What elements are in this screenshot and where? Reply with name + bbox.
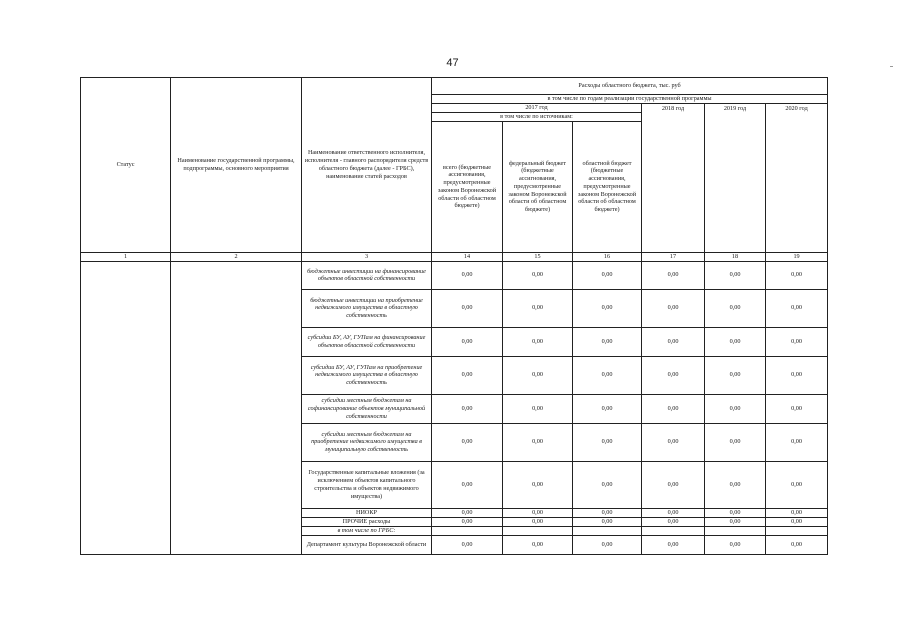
value-cell: 0,00: [432, 327, 503, 356]
value-cell: 0,00: [642, 356, 705, 394]
value-cell: 0,00: [642, 394, 705, 423]
value-cell: [705, 526, 766, 535]
value-cell: 0,00: [642, 261, 705, 289]
value-cell: 0,00: [766, 327, 828, 356]
value-cell: 0,00: [766, 517, 828, 526]
expense-item-label: субсидии местным бюджетам на софинансирование объектов муниципальной собственности: [302, 394, 432, 423]
value-cell: 0,00: [766, 535, 828, 554]
value-cell: 0,00: [503, 394, 573, 423]
value-cell: 0,00: [503, 423, 573, 461]
value-cell: 0,00: [432, 261, 503, 289]
value-cell: [766, 526, 828, 535]
value-cell: 0,00: [642, 289, 705, 327]
value-cell: 0,00: [573, 394, 642, 423]
value-cell: 0,00: [766, 423, 828, 461]
value-cell: 0,00: [432, 508, 503, 517]
value-cell: 0,00: [503, 461, 573, 508]
header-year-2019: 2019 год: [705, 103, 766, 252]
value-cell: 0,00: [573, 356, 642, 394]
value-cell: 0,00: [573, 423, 642, 461]
value-cell: 0,00: [573, 261, 642, 289]
header-source-regional: областной бюджет (бюджетные ассигнования, предусмотренные законом Воронежской области об областном бюджете): [573, 121, 642, 252]
value-cell: 0,00: [705, 508, 766, 517]
value-cell: [642, 526, 705, 535]
value-cell: 0,00: [766, 289, 828, 327]
expense-item-label: Государственные капитальные вложения (за исключением объектов капитального строительства и объектов недвижимого имущества): [302, 461, 432, 508]
value-cell: 0,00: [432, 289, 503, 327]
value-cell: 0,00: [503, 517, 573, 526]
value-cell: 0,00: [642, 535, 705, 554]
value-cell: 0,00: [766, 356, 828, 394]
expense-item-label: субсидии БУ, АУ, ГУПам на приобретение недвижимого имущества в областную собственность: [302, 356, 432, 394]
header-by-sources: в том числе по источникам:: [432, 112, 642, 121]
value-cell: 0,00: [705, 461, 766, 508]
value-cell: 0,00: [642, 423, 705, 461]
header-program: Наименование государственной программы, подпрограммы, основного мероприятия: [171, 78, 302, 253]
expense-item-label: Департамент культуры Воронежской области: [302, 535, 432, 554]
header-source-federal: федеральный бюджет (бюджетные ассигнования, предусмотренные законом Воронежской области об областном бюджете): [503, 121, 573, 252]
value-cell: 0,00: [705, 356, 766, 394]
program-cell: [171, 261, 302, 554]
header-year-2017: 2017 год: [432, 103, 642, 112]
header-year-2018: 2018 год: [642, 103, 705, 252]
column-number: 14: [432, 252, 503, 261]
column-number: 17: [642, 252, 705, 261]
value-cell: 0,00: [705, 423, 766, 461]
expense-item-label: субсидии БУ, АУ, ГУПам на финансирование объектов областной собственности: [302, 327, 432, 356]
value-cell: 0,00: [705, 289, 766, 327]
value-cell: 0,00: [705, 394, 766, 423]
expense-item-label: ПРОЧИЕ расходы: [302, 517, 432, 526]
value-cell: 0,00: [503, 356, 573, 394]
value-cell: 0,00: [573, 517, 642, 526]
column-number: 16: [573, 252, 642, 261]
page-number: 47: [446, 57, 459, 69]
column-number: 3: [302, 252, 432, 261]
expense-item-label: бюджетные инвестиции на приобретение недвижимого имущества в областную собственность: [302, 289, 432, 327]
value-cell: 0,00: [705, 517, 766, 526]
budget-table: [80, 77, 828, 555]
value-cell: 0,00: [705, 327, 766, 356]
value-cell: [573, 526, 642, 535]
header-by-years: в том числе по годам реализации государственной программы: [432, 95, 828, 104]
value-cell: 0,00: [642, 327, 705, 356]
header-year-2020: 2020 год: [766, 103, 828, 252]
column-number: 2: [171, 252, 302, 261]
column-number: 19: [766, 252, 828, 261]
value-cell: 0,00: [432, 517, 503, 526]
value-cell: 0,00: [432, 535, 503, 554]
scan-mark: [890, 66, 893, 67]
grbs-subheading: в том числе по ГРБС:: [302, 526, 432, 535]
status-cell: [81, 261, 171, 554]
column-number: 15: [503, 252, 573, 261]
header-executor: Наименование ответственного исполнителя, исполнителя - главного распорядителя средств областного бюджета (далее - ГРБС), наименование статей расходов: [302, 78, 432, 253]
value-cell: 0,00: [573, 461, 642, 508]
expense-item-label: НИОКР: [302, 508, 432, 517]
value-cell: 0,00: [503, 289, 573, 327]
expense-item-label: субсидии местным бюджетам на приобретение недвижимого имущества в муниципальную собственность: [302, 423, 432, 461]
value-cell: 0,00: [705, 261, 766, 289]
value-cell: 0,00: [503, 535, 573, 554]
value-cell: 0,00: [705, 535, 766, 554]
value-cell: 0,00: [432, 423, 503, 461]
value-cell: 0,00: [766, 508, 828, 517]
value-cell: 0,00: [432, 461, 503, 508]
value-cell: 0,00: [766, 261, 828, 289]
value-cell: 0,00: [766, 394, 828, 423]
value-cell: 0,00: [503, 261, 573, 289]
value-cell: [432, 526, 503, 535]
header-source-total: всего (бюджетные ассигнования, предусмотренные законом Воронежской области об областном бюджете): [432, 121, 503, 252]
value-cell: [503, 526, 573, 535]
value-cell: 0,00: [573, 508, 642, 517]
value-cell: 0,00: [573, 327, 642, 356]
header-budget-title: Расходы областного бюджета, тыс. руб: [432, 78, 828, 95]
value-cell: 0,00: [432, 394, 503, 423]
column-numbers-row: [81, 252, 828, 261]
value-cell: 0,00: [432, 356, 503, 394]
value-cell: 0,00: [573, 289, 642, 327]
header-status: Статус: [81, 78, 171, 253]
column-number: 18: [705, 252, 766, 261]
value-cell: 0,00: [642, 508, 705, 517]
value-cell: 0,00: [766, 461, 828, 508]
value-cell: 0,00: [503, 327, 573, 356]
table-row: [81, 261, 828, 289]
column-number: 1: [81, 252, 171, 261]
expense-item-label: бюджетные инвестиции на финансирование объектов областной собственности: [302, 261, 432, 289]
value-cell: 0,00: [642, 517, 705, 526]
value-cell: 0,00: [642, 461, 705, 508]
value-cell: 0,00: [573, 535, 642, 554]
value-cell: 0,00: [503, 508, 573, 517]
